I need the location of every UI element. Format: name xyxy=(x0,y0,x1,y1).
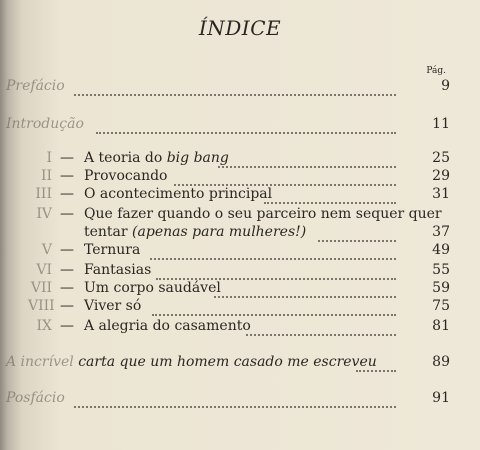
entry-label: Um corpo saudável xyxy=(84,280,221,296)
leader-dots xyxy=(218,150,396,168)
leader-dots xyxy=(174,168,396,186)
dash: — xyxy=(60,150,74,166)
chapter-number: VII xyxy=(30,280,52,296)
entry-label: Fantasias xyxy=(84,262,152,278)
entry-label: Introdução xyxy=(6,116,84,132)
page-title: ÍNDICE xyxy=(198,16,282,40)
toc-entry-chapter-3 xyxy=(0,186,480,206)
dash: — xyxy=(60,186,74,202)
leader-dots xyxy=(152,298,396,316)
toc-entry-chapter-5 xyxy=(0,242,480,262)
toc-entry-prefacio xyxy=(0,78,480,98)
leader-dots xyxy=(96,116,396,134)
toc-entry-chapter-7 xyxy=(0,280,480,300)
entry-page: 31 xyxy=(432,186,450,202)
toc-entry-chapter-4-line2 xyxy=(0,224,480,244)
entry-label: Provocando xyxy=(84,168,168,184)
dash: — xyxy=(60,280,74,296)
chapter-number: VIII xyxy=(28,298,55,314)
toc-entry-introducao xyxy=(0,116,480,136)
dash: — xyxy=(60,262,74,278)
chapter-number: IX xyxy=(36,318,52,334)
entry-page: 29 xyxy=(432,168,450,184)
chapter-number: II xyxy=(40,168,52,184)
entry-page: 25 xyxy=(432,150,450,166)
entry-page: 59 xyxy=(432,280,450,296)
entry-page: 89 xyxy=(432,354,450,370)
dash: — xyxy=(60,242,74,258)
chapter-number: I xyxy=(46,150,52,166)
toc-entry-chapter-9 xyxy=(0,318,480,338)
entry-page: 91 xyxy=(432,390,450,406)
entry-label: Ternura xyxy=(84,242,141,258)
toc-entry-chapter-2 xyxy=(0,168,480,188)
entry-label: Prefácio xyxy=(6,78,65,94)
entry-page: 37 xyxy=(432,224,450,240)
entry-label: Viver só xyxy=(84,298,142,314)
toc-entry-chapter-4-line1 xyxy=(0,206,480,226)
dash: — xyxy=(60,206,74,222)
leader-dots xyxy=(318,224,396,242)
toc-entry-posfacio xyxy=(0,390,480,410)
entry-page: 49 xyxy=(432,242,450,258)
leader-dots xyxy=(214,280,396,298)
entry-page: 81 xyxy=(432,318,450,334)
leader-dots xyxy=(264,186,396,204)
leader-dots xyxy=(74,78,396,96)
entry-label: Posfácio xyxy=(6,390,65,406)
chapter-number: V xyxy=(41,242,52,258)
chapter-number: VI xyxy=(36,262,52,278)
leader-dots xyxy=(74,390,396,408)
entry-page: 75 xyxy=(432,298,450,314)
entry-page: 11 xyxy=(432,116,450,132)
entry-label-cont: tentar (apenas para mulheres!) xyxy=(84,224,307,240)
toc-entry-carta xyxy=(0,354,480,374)
leader-dots xyxy=(156,262,396,280)
leader-dots xyxy=(150,242,396,260)
dash: — xyxy=(60,168,74,184)
leader-dots xyxy=(246,318,396,336)
chapter-number: III xyxy=(35,186,52,202)
entry-label: A alegria do casamento xyxy=(84,318,251,334)
toc-entry-chapter-8 xyxy=(0,298,480,318)
chapter-number: IV xyxy=(36,206,52,222)
toc-entry-chapter-1 xyxy=(0,150,480,170)
dash: — xyxy=(60,318,74,334)
entry-label: O acontecimento principal xyxy=(84,186,273,202)
entry-label: A incrível carta que um homem casado me escreveu xyxy=(6,354,377,370)
dash: — xyxy=(60,298,74,314)
leader-dots xyxy=(356,354,396,372)
entry-label: A teoria do big bang xyxy=(84,150,229,166)
page-column-label: Pág. xyxy=(426,66,446,76)
entry-page: 9 xyxy=(441,78,450,94)
entry-label: Que fazer quando o seu parceiro nem sequer quer xyxy=(84,206,442,222)
toc-entry-chapter-6 xyxy=(0,262,480,282)
entry-page: 55 xyxy=(432,262,450,278)
